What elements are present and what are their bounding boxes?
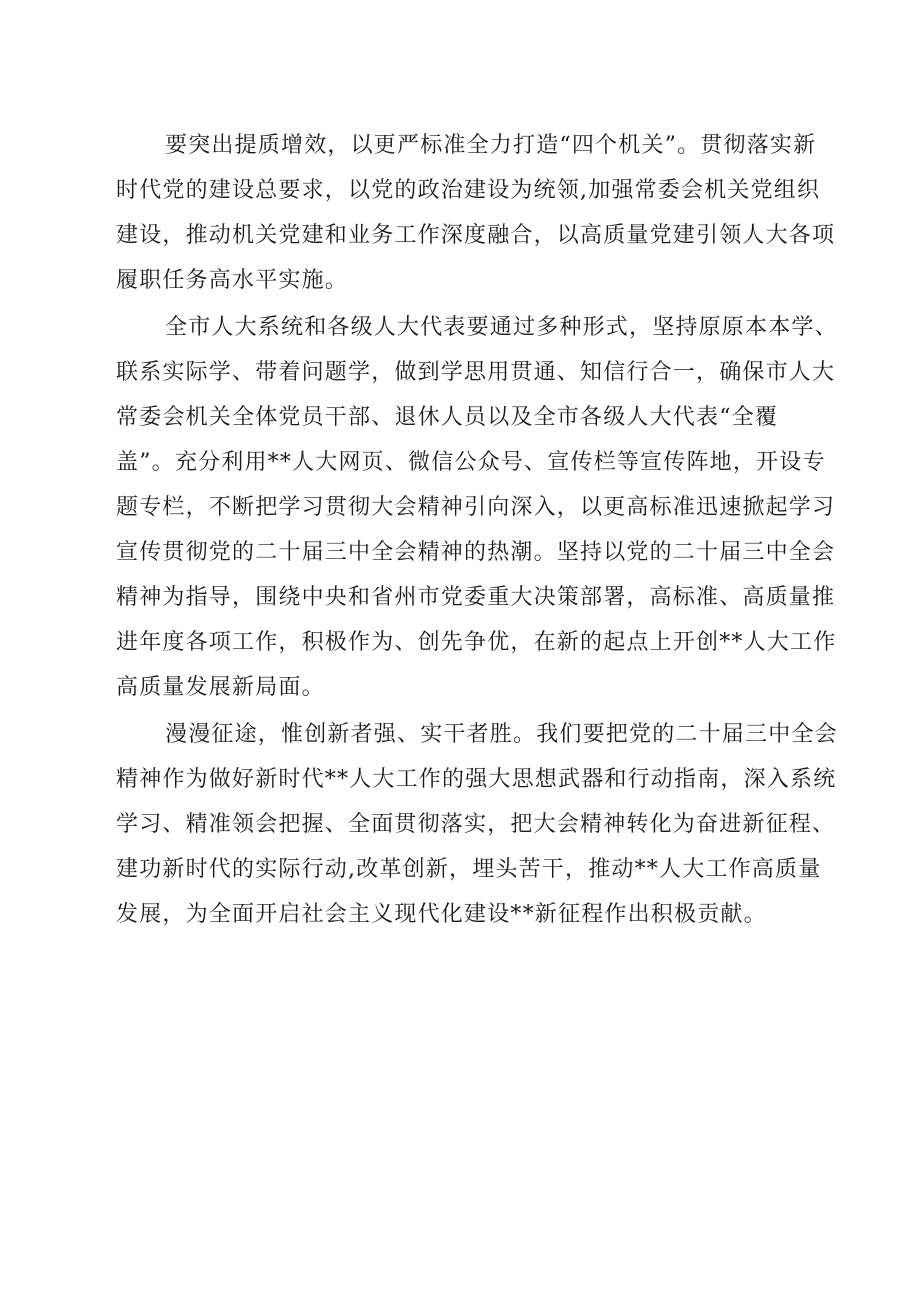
document-body (116, 123, 836, 939)
text-line: 建设，推动机关党建和业务工作深度融合，以高质量党建引领人大各项 (116, 223, 836, 248)
text-line: 联系实际学、带着问题学，做到学思用贯通、知信行合一，确保市人大 (116, 360, 836, 385)
text-line: 发展，为全面开启社会主义现代化建设**新征程作出积极贡献。 (116, 902, 767, 927)
text-line: 要突出提质增效，以更严标准全力打造“四个机关”。贯彻落实新 (165, 133, 817, 158)
text-line: 学习、精准领会把握、全面贯彻落实，把大会精神转化为奋进新征程、 (116, 812, 836, 837)
paragraph-2 (116, 305, 836, 710)
text-line: 漫漫征途，惟创新者强、实干者胜。我们要把党的二十届三中全会 (165, 722, 838, 747)
text-line: 宣传贯彻党的二十届三中全会精神的热潮。坚持以党的二十届三中全会 (116, 540, 836, 565)
paragraph-1 (116, 123, 836, 303)
text-line: 常委会机关全体党员干部、退休人员以及全市各级人大代表“全覆 (116, 405, 779, 430)
text-line: 精神作为做好新时代**人大工作的强大思想武器和行动指南，深入系统 (116, 767, 837, 792)
paragraph-3 (116, 712, 836, 937)
text-line: 题专栏，不断把学习贯彻大会精神引向深入，以更高标准迅速掀起学习 (116, 495, 836, 520)
text-line: 时代党的建设总要求，以党的政治建设为统领,加强常委会机关党组织 (116, 178, 821, 203)
text-line: 盖”。充分利用**人大网页、微信公众号、宣传栏等宣传阵地，开设专 (116, 450, 826, 475)
text-line: 建功新时代的实际行动,改革创新，埋头苦干，推动**人大工作高质量 (116, 857, 822, 882)
text-line: 进年度各项工作，积极作为、创先争优，在新的起点上开创**人大工作 (116, 630, 837, 655)
text-line: 高质量发展新局面。 (116, 675, 325, 700)
text-line: 精神为指导，围绕中央和省州市党委重大决策部署，高标准、高质量推 (116, 585, 836, 610)
text-line: 全市人大系统和各级人大代表要通过多种形式，坚持原原本本学、 (165, 315, 838, 340)
text-line: 履职任务高水平实施。 (116, 268, 349, 293)
